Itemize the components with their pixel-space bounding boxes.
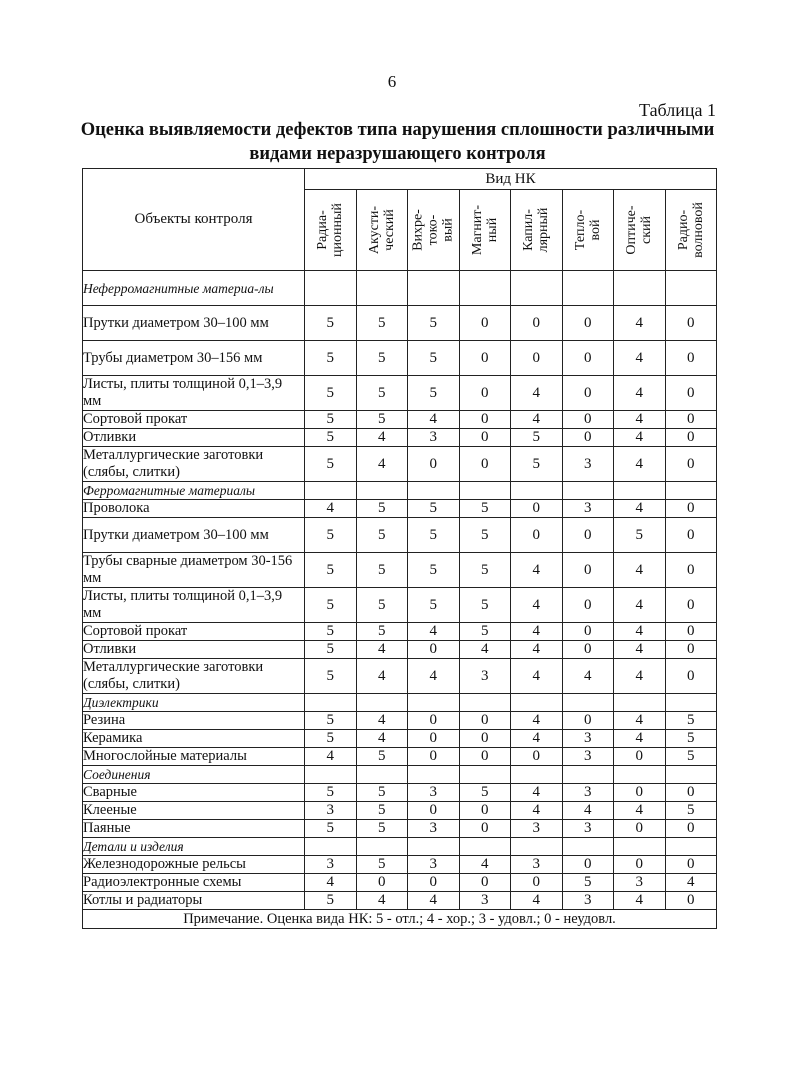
score-cell: 0	[408, 712, 460, 730]
score-cell: 4	[511, 659, 563, 694]
score-cell: 3	[459, 659, 511, 694]
score-cell: 4	[408, 623, 460, 641]
score-cell: 3	[511, 856, 563, 874]
method-label: Акусти- ческий	[366, 205, 397, 255]
score-cell: 5	[356, 553, 408, 588]
score-cell: 3	[562, 730, 614, 748]
score-cell: 5	[305, 341, 357, 376]
score-cell: 0	[665, 892, 717, 910]
score-cell: 4	[511, 730, 563, 748]
score-cell: 5	[356, 588, 408, 623]
table-row	[83, 641, 717, 659]
score-cell: 5	[305, 429, 357, 447]
score-cell	[305, 838, 357, 856]
score-cell: 3	[562, 748, 614, 766]
score-cell: 5	[305, 641, 357, 659]
score-cell: 0	[459, 341, 511, 376]
score-cell: 0	[511, 341, 563, 376]
score-cell	[665, 838, 717, 856]
table-row	[83, 447, 717, 482]
score-cell: 3	[305, 856, 357, 874]
score-cell: 5	[408, 588, 460, 623]
score-cell: 0	[562, 306, 614, 341]
method-label: Оптиче- ский	[624, 205, 655, 255]
score-cell: 5	[356, 820, 408, 838]
method-label: Радиа- ционный	[315, 203, 346, 257]
score-cell	[459, 766, 511, 784]
score-cell: 5	[562, 874, 614, 892]
score-cell: 3	[562, 892, 614, 910]
score-cell: 0	[511, 518, 563, 553]
score-cell: 0	[562, 341, 614, 376]
score-cell: 4	[356, 659, 408, 694]
score-cell: 4	[356, 730, 408, 748]
score-cell: 5	[614, 518, 666, 553]
score-cell	[614, 482, 666, 500]
section-row	[83, 838, 717, 856]
score-cell: 0	[408, 874, 460, 892]
score-cell: 4	[511, 411, 563, 429]
score-cell: 0	[459, 376, 511, 411]
score-cell: 0	[459, 802, 511, 820]
object-label: Листы, плиты толщиной 0,1–3,9 мм	[83, 588, 305, 623]
table-row	[83, 306, 717, 341]
score-cell: 3	[459, 892, 511, 910]
score-cell: 4	[614, 641, 666, 659]
score-cell	[614, 271, 666, 306]
score-cell: 0	[562, 429, 614, 447]
score-cell: 5	[408, 518, 460, 553]
object-label: Многослойные материалы	[83, 748, 305, 766]
score-cell	[408, 694, 460, 712]
object-label: Прутки диаметром 30–100 мм	[83, 518, 305, 553]
object-label: Трубы диаметром 30–156 мм	[83, 341, 305, 376]
method-header	[459, 190, 511, 271]
object-label: Радиоэлектронные схемы	[83, 874, 305, 892]
score-cell: 0	[665, 553, 717, 588]
score-cell	[511, 766, 563, 784]
score-cell: 4	[511, 641, 563, 659]
score-cell: 3	[614, 874, 666, 892]
score-cell	[665, 482, 717, 500]
score-cell: 0	[665, 376, 717, 411]
score-cell: 4	[511, 802, 563, 820]
score-cell: 4	[562, 659, 614, 694]
score-cell	[614, 694, 666, 712]
table-row	[83, 376, 717, 411]
score-cell: 4	[614, 712, 666, 730]
score-cell: 4	[305, 748, 357, 766]
score-cell: 3	[408, 784, 460, 802]
table-row	[83, 411, 717, 429]
score-cell: 0	[408, 641, 460, 659]
score-cell: 4	[356, 712, 408, 730]
score-cell	[562, 694, 614, 712]
score-cell: 4	[356, 447, 408, 482]
score-cell	[459, 838, 511, 856]
score-cell	[459, 271, 511, 306]
score-cell: 5	[356, 500, 408, 518]
score-cell: 5	[665, 748, 717, 766]
section-label: Соединения	[83, 766, 305, 784]
score-cell: 5	[305, 376, 357, 411]
score-cell: 3	[408, 429, 460, 447]
score-cell: 0	[665, 856, 717, 874]
score-cell	[356, 766, 408, 784]
score-cell: 3	[562, 820, 614, 838]
method-header	[408, 190, 460, 271]
score-cell: 5	[459, 518, 511, 553]
score-cell: 5	[408, 553, 460, 588]
score-cell: 4	[614, 730, 666, 748]
method-header	[614, 190, 666, 271]
score-cell: 4	[356, 429, 408, 447]
score-cell	[562, 766, 614, 784]
score-cell: 4	[511, 784, 563, 802]
score-cell: 5	[511, 447, 563, 482]
score-cell: 0	[614, 856, 666, 874]
score-cell: 0	[665, 429, 717, 447]
score-cell: 5	[356, 306, 408, 341]
score-cell	[305, 766, 357, 784]
score-cell: 0	[511, 500, 563, 518]
method-header	[511, 190, 563, 271]
score-cell: 5	[511, 429, 563, 447]
score-cell	[511, 838, 563, 856]
score-cell: 4	[562, 802, 614, 820]
nk-detectability-table	[82, 168, 717, 929]
score-cell: 0	[459, 411, 511, 429]
score-cell: 0	[459, 306, 511, 341]
section-label: Ферромагнитные материалы	[83, 482, 305, 500]
score-cell: 0	[511, 306, 563, 341]
score-cell: 4	[511, 588, 563, 623]
object-label: Железнодорожные рельсы	[83, 856, 305, 874]
score-cell	[511, 482, 563, 500]
score-cell: 5	[356, 518, 408, 553]
score-cell: 4	[614, 429, 666, 447]
score-cell: 4	[305, 500, 357, 518]
score-cell: 5	[305, 553, 357, 588]
score-cell: 5	[305, 411, 357, 429]
score-cell: 0	[665, 341, 717, 376]
table-title: Оценка выявляемости дефектов типа нарушения сплошности различными видами неразрушающего контроля	[80, 120, 715, 164]
score-cell: 4	[356, 641, 408, 659]
score-cell: 0	[614, 820, 666, 838]
object-label: Отливки	[83, 429, 305, 447]
score-cell: 3	[511, 820, 563, 838]
score-cell: 0	[665, 641, 717, 659]
score-cell: 4	[614, 447, 666, 482]
score-cell	[356, 482, 408, 500]
table-row	[83, 856, 717, 874]
table-row	[83, 553, 717, 588]
table-row	[83, 518, 717, 553]
score-cell: 0	[408, 730, 460, 748]
object-label: Керамика	[83, 730, 305, 748]
score-cell	[459, 694, 511, 712]
score-cell	[459, 482, 511, 500]
score-cell: 0	[562, 376, 614, 411]
score-cell: 5	[305, 306, 357, 341]
object-label: Трубы сварные диаметром 30-156 мм	[83, 553, 305, 588]
score-cell: 0	[562, 641, 614, 659]
score-cell	[408, 271, 460, 306]
score-cell: 0	[665, 659, 717, 694]
score-cell	[408, 482, 460, 500]
object-label: Котлы и радиаторы	[83, 892, 305, 910]
method-label: Вихре- токо- вый	[410, 209, 456, 251]
score-cell: 5	[459, 500, 511, 518]
score-cell: 4	[511, 376, 563, 411]
score-cell: 0	[562, 518, 614, 553]
score-cell: 5	[305, 588, 357, 623]
section-label: Детали и изделия	[83, 838, 305, 856]
score-cell: 0	[562, 411, 614, 429]
score-cell: 3	[562, 500, 614, 518]
score-cell: 0	[459, 429, 511, 447]
score-cell	[408, 766, 460, 784]
table-row	[83, 712, 717, 730]
score-cell	[305, 271, 357, 306]
score-cell: 5	[305, 659, 357, 694]
page-number: 6	[387, 72, 397, 91]
score-cell: 4	[614, 802, 666, 820]
score-cell: 5	[408, 376, 460, 411]
table-row	[83, 588, 717, 623]
score-cell: 0	[562, 623, 614, 641]
table-row	[83, 892, 717, 910]
section-row	[83, 271, 717, 306]
score-cell: 5	[305, 730, 357, 748]
nk-type-header: Вид НК	[305, 169, 717, 190]
score-cell: 5	[356, 623, 408, 641]
score-cell: 0	[562, 856, 614, 874]
table-row	[83, 659, 717, 694]
table-row	[83, 341, 717, 376]
score-cell: 4	[614, 411, 666, 429]
section-label: Неферромагнитные материа-лы	[83, 271, 305, 306]
score-cell	[356, 271, 408, 306]
score-cell: 5	[356, 748, 408, 766]
score-cell: 5	[305, 892, 357, 910]
score-cell: 0	[665, 306, 717, 341]
score-cell	[408, 838, 460, 856]
score-cell: 3	[408, 820, 460, 838]
method-header	[356, 190, 408, 271]
score-cell	[562, 838, 614, 856]
score-cell: 5	[305, 784, 357, 802]
score-cell: 0	[562, 712, 614, 730]
table-row	[83, 784, 717, 802]
table-row	[83, 429, 717, 447]
score-cell: 4	[614, 341, 666, 376]
score-cell: 5	[459, 623, 511, 641]
table-row	[83, 748, 717, 766]
object-label: Сортовой прокат	[83, 623, 305, 641]
method-label: Радио- волновой	[675, 202, 706, 258]
table-row	[83, 730, 717, 748]
score-cell: 0	[665, 411, 717, 429]
score-cell: 5	[356, 376, 408, 411]
method-label: Тепло- вой	[572, 209, 603, 251]
score-cell: 3	[562, 784, 614, 802]
score-cell: 5	[408, 306, 460, 341]
score-cell: 4	[614, 623, 666, 641]
score-cell: 0	[665, 518, 717, 553]
score-cell: 3	[305, 802, 357, 820]
section-row	[83, 766, 717, 784]
table-row	[83, 802, 717, 820]
section-label: Диэлектрики	[83, 694, 305, 712]
method-header	[665, 190, 717, 271]
score-cell: 5	[356, 411, 408, 429]
section-row	[83, 482, 717, 500]
score-cell: 5	[356, 802, 408, 820]
score-cell: 5	[305, 712, 357, 730]
score-cell: 0	[665, 588, 717, 623]
score-cell: 5	[665, 802, 717, 820]
score-cell: 4	[305, 874, 357, 892]
score-cell: 4	[459, 641, 511, 659]
object-label: Проволока	[83, 500, 305, 518]
score-cell: 5	[305, 623, 357, 641]
score-cell	[356, 838, 408, 856]
score-cell: 5	[356, 341, 408, 376]
score-cell: 4	[408, 411, 460, 429]
section-row	[83, 694, 717, 712]
score-cell	[511, 694, 563, 712]
object-label: Сварные	[83, 784, 305, 802]
score-cell: 3	[408, 856, 460, 874]
score-cell: 4	[614, 588, 666, 623]
score-cell	[356, 694, 408, 712]
table-row	[83, 500, 717, 518]
score-cell: 5	[305, 820, 357, 838]
score-cell: 4	[614, 500, 666, 518]
object-label: Отливки	[83, 641, 305, 659]
score-cell: 0	[459, 730, 511, 748]
score-cell: 4	[614, 553, 666, 588]
score-cell: 0	[408, 802, 460, 820]
score-cell: 0	[511, 748, 563, 766]
table-row	[83, 623, 717, 641]
score-cell: 4	[408, 659, 460, 694]
score-cell: 0	[459, 748, 511, 766]
score-cell: 5	[305, 518, 357, 553]
score-cell: 5	[408, 500, 460, 518]
score-cell	[665, 694, 717, 712]
score-cell: 0	[665, 623, 717, 641]
score-cell: 5	[408, 341, 460, 376]
score-cell: 0	[408, 748, 460, 766]
score-cell	[562, 271, 614, 306]
score-cell: 4	[356, 892, 408, 910]
score-cell: 5	[665, 712, 717, 730]
score-cell: 0	[562, 588, 614, 623]
score-cell: 0	[511, 874, 563, 892]
score-cell	[305, 482, 357, 500]
table-note: Примечание. Оценка вида НК: 5 - отл.; 4 - хор.; 3 - удовл.; 0 - неудовл.	[83, 910, 717, 929]
score-cell: 0	[459, 820, 511, 838]
score-cell	[511, 271, 563, 306]
score-cell	[665, 766, 717, 784]
score-cell: 4	[614, 306, 666, 341]
score-cell: 4	[459, 856, 511, 874]
method-header	[305, 190, 357, 271]
score-cell: 4	[665, 874, 717, 892]
score-cell: 5	[665, 730, 717, 748]
score-cell: 0	[356, 874, 408, 892]
score-cell: 5	[459, 553, 511, 588]
score-cell: 4	[511, 712, 563, 730]
score-cell: 4	[511, 892, 563, 910]
score-cell: 0	[459, 447, 511, 482]
table-label: Таблица 1	[639, 100, 716, 120]
object-label: Резина	[83, 712, 305, 730]
score-cell: 0	[408, 447, 460, 482]
score-cell: 0	[665, 447, 717, 482]
score-cell: 4	[511, 623, 563, 641]
score-cell: 4	[511, 553, 563, 588]
score-cell: 5	[356, 784, 408, 802]
score-cell: 4	[614, 376, 666, 411]
score-cell: 0	[614, 748, 666, 766]
score-cell: 4	[614, 892, 666, 910]
object-label: Металлургические заготовки (слябы, слитки)	[83, 447, 305, 482]
score-cell	[562, 482, 614, 500]
object-label: Листы, плиты толщиной 0,1–3,9 мм	[83, 376, 305, 411]
score-cell: 5	[305, 447, 357, 482]
score-cell	[614, 838, 666, 856]
score-cell: 5	[459, 784, 511, 802]
score-cell	[305, 694, 357, 712]
table-row	[83, 820, 717, 838]
score-cell: 5	[459, 588, 511, 623]
object-label: Паяные	[83, 820, 305, 838]
score-cell: 0	[665, 500, 717, 518]
table-row	[83, 874, 717, 892]
score-cell: 0	[665, 784, 717, 802]
object-label: Металлургические заготовки (слябы, слитки)	[83, 659, 305, 694]
method-label: Капил- лярный	[521, 207, 552, 253]
objects-header: Объекты контроля	[83, 169, 305, 271]
score-cell: 0	[614, 784, 666, 802]
table-body	[83, 271, 717, 910]
score-cell: 0	[665, 820, 717, 838]
score-cell: 4	[614, 659, 666, 694]
score-cell	[614, 766, 666, 784]
method-header	[562, 190, 614, 271]
object-label: Прутки диаметром 30–100 мм	[83, 306, 305, 341]
score-cell: 5	[356, 856, 408, 874]
object-label: Клееные	[83, 802, 305, 820]
score-cell: 4	[408, 892, 460, 910]
score-cell: 3	[562, 447, 614, 482]
score-cell	[665, 271, 717, 306]
score-cell: 0	[459, 712, 511, 730]
object-label: Сортовой прокат	[83, 411, 305, 429]
method-label: Магнит- ный	[469, 204, 500, 256]
score-cell: 0	[459, 874, 511, 892]
score-cell: 0	[562, 553, 614, 588]
